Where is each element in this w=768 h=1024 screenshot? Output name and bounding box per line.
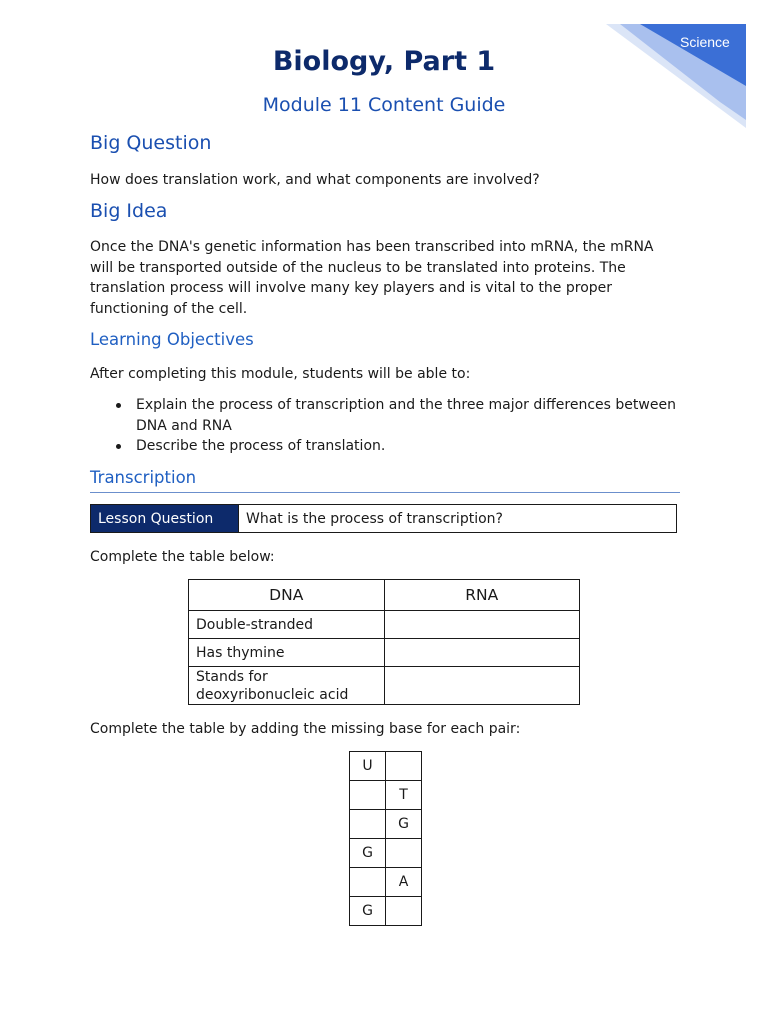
base-cell: A [386, 868, 422, 897]
table-header-rna: RNA [384, 580, 580, 611]
table-row [189, 639, 580, 667]
rna-answer-cell[interactable] [384, 639, 580, 667]
objective-item: Describe the process of translation. [110, 436, 680, 457]
dna-cell: Has thymine [189, 639, 385, 667]
big-idea-heading: Big Idea [90, 200, 168, 222]
section-divider [90, 492, 680, 493]
objectives-intro: After completing this module, students will be able to: [90, 366, 471, 382]
table1-intro: Complete the table below: [90, 549, 275, 565]
base-cell[interactable] [350, 810, 386, 839]
page-subtitle: Module 11 Content Guide [262, 94, 506, 116]
table-row [350, 810, 422, 839]
base-cell[interactable] [350, 781, 386, 810]
page-title: Biology, Part 1 [272, 46, 496, 77]
base-pair-table [349, 751, 422, 926]
base-cell[interactable] [386, 752, 422, 781]
base-cell: G [350, 839, 386, 868]
table-row [350, 868, 422, 897]
base-cell: G [386, 810, 422, 839]
transcription-heading: Transcription [90, 468, 197, 487]
base-cell: T [386, 781, 422, 810]
table-header-dna: DNA [189, 580, 385, 611]
table-row [189, 667, 580, 705]
learning-objectives-heading: Learning Objectives [90, 330, 254, 349]
base-cell: G [350, 897, 386, 926]
dna-rna-table [188, 579, 580, 705]
rna-answer-cell[interactable] [384, 667, 580, 705]
rna-answer-cell[interactable] [384, 611, 580, 639]
lesson-question-text: What is the process of transcription? [238, 505, 676, 532]
big-idea-text: Once the DNA's genetic information has been transcribed into mRNA, the mRNA will be transported outside of the nucleus to be translated into proteins. The translation process will involve many key players and is vital to the proper functioning of the cell. [90, 239, 654, 317]
table-row [350, 752, 422, 781]
base-cell[interactable] [386, 839, 422, 868]
dna-cell: Double-stranded [189, 611, 385, 639]
objective-item: Explain the process of transcription and the three major differences between DNA and RNA [110, 395, 680, 436]
dna-cell: Stands for deoxyribonucleic acid [189, 667, 385, 705]
table-row [189, 611, 580, 639]
table-row [350, 839, 422, 868]
table2-intro: Complete the table by adding the missing base for each pair: [90, 721, 521, 737]
base-cell[interactable] [350, 868, 386, 897]
table-row [350, 781, 422, 810]
big-question-text: How does translation work, and what components are involved? [90, 172, 540, 188]
table-row [350, 897, 422, 926]
big-question-heading: Big Question [90, 132, 212, 154]
lesson-question-box [90, 504, 677, 533]
base-cell: U [350, 752, 386, 781]
subject-tag: Science [680, 34, 730, 50]
base-cell[interactable] [386, 897, 422, 926]
objectives-list [110, 395, 680, 457]
lesson-question-label: Lesson Question [91, 505, 238, 532]
